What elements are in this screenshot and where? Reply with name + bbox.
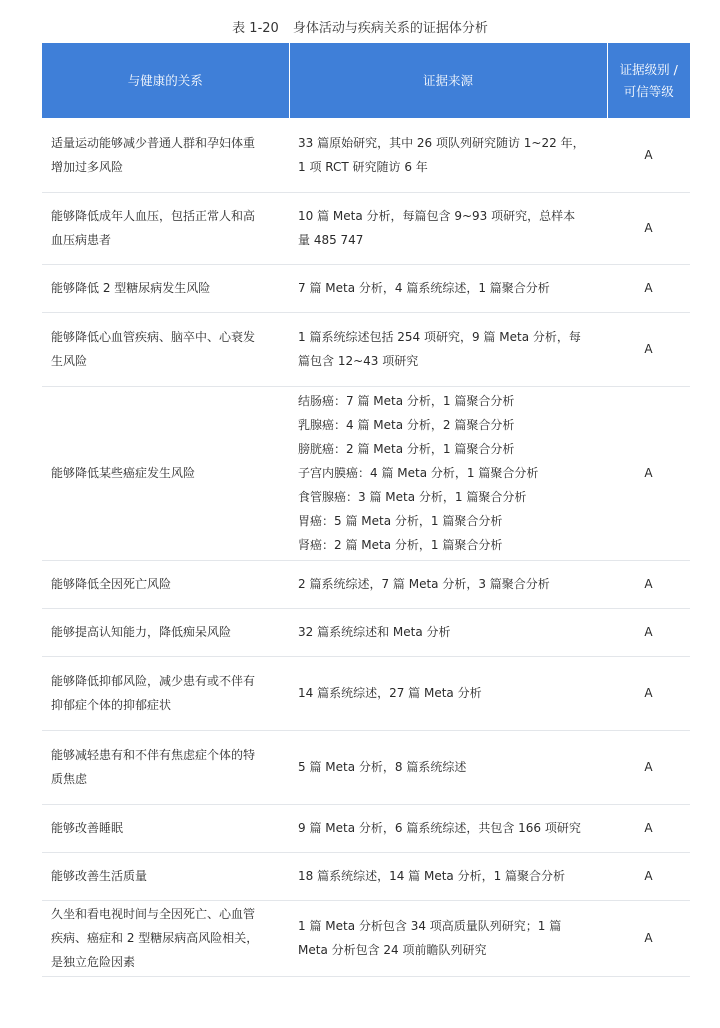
source-cell [289,852,607,900]
relation-cell-line: 能够提高认知能力，降低痴呆风险 [51,625,232,639]
source-cell-line: 5 篇 Meta 分析，8 篇系统综述 [298,760,467,774]
relation-cell-line: 疾病、癌症和 2 型糖尿病高风险相关， [51,931,259,945]
grade-cell: A [607,192,690,264]
table-row [42,312,690,386]
relation-cell-line: 能够减轻患有和不伴有焦虑症个体的特 [51,748,256,762]
relation-cell-line: 能够改善睡眠 [51,821,124,835]
table-row [42,118,690,192]
source-cell [289,192,607,264]
source-cell [289,730,607,804]
table-row [42,852,690,900]
relation-cell [42,118,289,192]
relation-cell [42,730,289,804]
grade-cell: A [607,118,690,192]
source-cell-line: 胃癌：5 篇 Meta 分析，1 篇聚合分析 [298,514,503,528]
source-cell-line: 子宫内膜癌：4 篇 Meta 分析，1 篇聚合分析 [298,466,539,480]
grade-cell: A [607,656,690,730]
relation-cell-line: 能够改善生活质量 [51,869,148,883]
header-source: 证据来源 [289,43,607,118]
relation-cell-line: 增加过多风险 [51,159,124,174]
table-row [42,264,690,312]
relation-cell-line: 能够降低全因死亡风险 [51,577,172,591]
header-grade [607,43,690,118]
relation-cell [42,312,289,386]
source-cell-line: 33 篇原始研究，其中 26 项队列研究随访 1~22 年， [298,135,585,150]
table-header-row [42,43,690,118]
source-cell-line: 乳腺癌：4 篇 Meta 分析，2 篇聚合分析 [298,418,515,432]
relation-cell [42,804,289,852]
relation-cell [42,264,289,312]
table-row [42,560,690,608]
relation-cell-line: 是独立危险因素 [51,955,136,969]
grade-cell: A [607,386,690,560]
source-cell-line: 肾癌：2 篇 Meta 分析，1 篇聚合分析 [298,538,503,552]
grade-cell: A [607,852,690,900]
table-title: 身体活动与疾病关系的证据体分析 [292,21,488,36]
source-cell-line: 14 篇系统综述，27 篇 Meta 分析 [298,686,482,700]
source-cell [289,386,607,560]
grade-cell: A [607,264,690,312]
grade-cell: A [607,900,690,976]
table-number: 表 1-20 [232,21,279,36]
grade-cell: A [607,608,690,656]
relation-cell [42,608,289,656]
source-cell-line: 结肠癌：7 篇 Meta 分析，1 篇聚合分析 [298,394,515,408]
table-row [42,656,690,730]
source-cell-line: 量 485 747 [298,233,364,247]
relation-cell-line: 生风险 [51,354,88,368]
relation-cell-line: 能够降低心血管疾病、脑卒中、心衰发 [51,330,256,344]
table-row [42,900,690,976]
source-cell-line: Meta 分析包含 24 项前瞻队列研究 [298,943,487,957]
source-cell [289,264,607,312]
relation-cell [42,192,289,264]
relation-cell-line: 久坐和看电视时间与全因死亡、心血管 [51,907,256,921]
header-relation: 与健康的关系 [42,43,289,118]
source-cell-line: 2 篇系统综述，7 篇 Meta 分析，3 篇聚合分析 [298,577,550,591]
grade-cell: A [607,730,690,804]
source-cell-line: 食管腺癌：3 篇 Meta 分析，1 篇聚合分析 [298,490,527,504]
relation-cell-line: 适量运动能够减少普通人群和孕妇体重 [51,135,256,150]
table-row [42,192,690,264]
source-cell-line: 18 篇系统综述，14 篇 Meta 分析，1 篇聚合分析 [298,869,566,883]
relation-cell-line: 能够降低 2 型糖尿病发生风险 [51,281,211,295]
source-cell-line: 10 篇 Meta 分析，每篇包含 9~93 项研究，总样本 [298,209,576,223]
table-caption [0,17,720,36]
source-cell [289,804,607,852]
table-row [42,730,690,804]
grade-cell: A [607,804,690,852]
relation-cell-line: 能够降低某些癌症发生风险 [51,466,196,480]
source-cell [289,900,607,976]
relation-cell [42,900,289,976]
relation-cell-line: 质焦虑 [51,772,88,786]
source-cell [289,118,607,192]
source-cell-line: 7 篇 Meta 分析，4 篇系统综述，1 篇聚合分析 [298,281,550,295]
source-cell-line: 篇包含 12~43 项研究 [298,354,419,368]
source-cell-line: 膀胱癌：2 篇 Meta 分析，1 篇聚合分析 [298,442,515,456]
source-cell-line: 1 篇系统综述包括 254 项研究，9 篇 Meta 分析，每 [298,330,581,344]
source-cell-line: 32 篇系统综述和 Meta 分析 [298,625,451,639]
source-cell [289,608,607,656]
source-cell-line: 1 项 RCT 研究随访 6 年 [298,159,428,174]
grade-cell: A [607,560,690,608]
relation-cell-line: 能够降低抑郁风险，减少患有或不伴有 [51,674,256,688]
table-row [42,608,690,656]
source-cell-line: 1 篇 Meta 分析包含 34 项高质量队列研究；1 篇 [298,919,562,933]
source-cell [289,312,607,386]
relation-cell-line: 血压病患者 [51,233,112,247]
table-row [42,804,690,852]
relation-cell-line: 抑郁症个体的抑郁症状 [51,698,172,712]
table-row [42,386,690,560]
source-cell [289,560,607,608]
evidence-table [42,43,690,977]
relation-cell [42,852,289,900]
source-cell-line: 9 篇 Meta 分析，6 篇系统综述，共包含 166 项研究 [298,821,581,835]
relation-cell [42,560,289,608]
relation-cell [42,386,289,560]
grade-cell: A [607,312,690,386]
header-grade-label: 证据级别 / 可信等级 [619,61,678,99]
relation-cell [42,656,289,730]
relation-cell-line: 能够降低成年人血压，包括正常人和高 [51,209,256,223]
source-cell [289,656,607,730]
